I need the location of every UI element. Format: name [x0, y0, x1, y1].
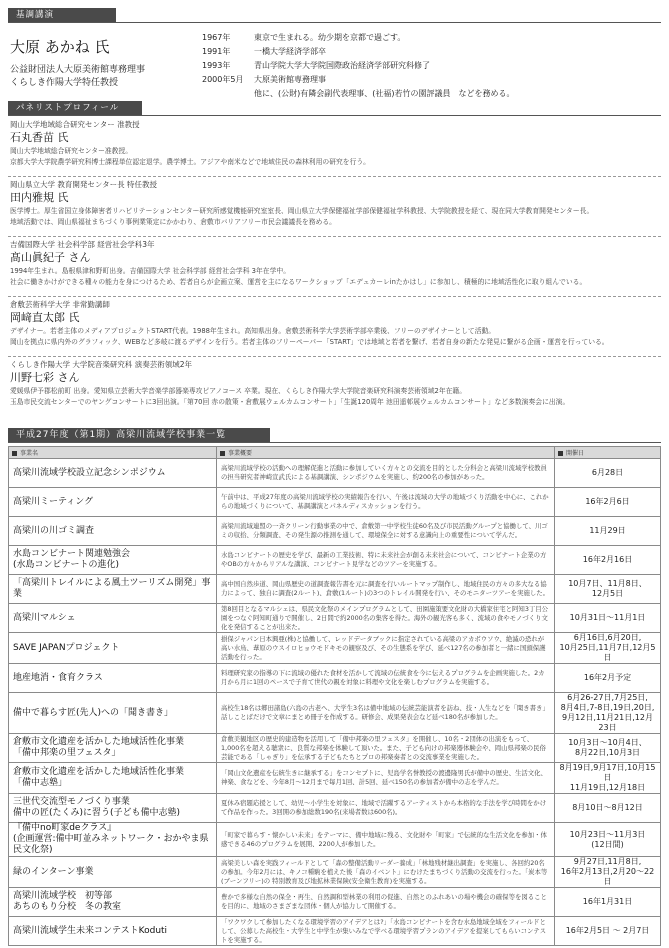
event-name [9, 763, 217, 794]
event-date: 10月31日～11月1日 [555, 604, 661, 633]
bio-line [202, 45, 662, 59]
event-date: 10月23日～11月3日 (12日間) [555, 823, 661, 857]
table-row [9, 917, 661, 946]
table-row [9, 459, 661, 488]
panelist-title: くらしき作陽大学 大学院音楽研究科 演奏芸術領域2年 [10, 360, 193, 369]
bio-line [202, 59, 662, 73]
column-header-name: 事業名 [9, 447, 217, 459]
event-name [9, 794, 217, 823]
event-name [9, 917, 217, 946]
event-date: 16年2月5日 ～ 2月7日 [555, 917, 661, 946]
panelist-1 [10, 120, 660, 168]
panelist-2 [10, 180, 660, 228]
table-row [9, 857, 661, 888]
square-bullet-icon [220, 451, 225, 456]
event-name [9, 517, 217, 546]
event-description: 高梁川流域連盟の一斉クリーン行動事業の中で、倉敷第一中学校生徒60名及び市民活動グループと協働して、川ゴミの収拾、分類調査、その発生源の推測を通して、環境保全に対する意識向上の重要性について学んだ。 [217, 517, 555, 546]
event-name-line: 「備中邦楽の里フェスタ」 [13, 748, 121, 758]
events-table-body [9, 459, 661, 946]
square-bullet-icon [558, 451, 563, 456]
event-date: 9月27日,11月8日, 16年2月13日,2月20～22日 [555, 857, 661, 888]
events-table [8, 446, 661, 946]
column-header-date: 開催日 [555, 447, 661, 459]
event-name-line: 備中で暮らす匠(先人)への「聞き書き」 [13, 707, 174, 718]
panelist-name: 石丸香苗 氏 [10, 131, 69, 144]
event-date: 6月26-27日,7月25日, 8月4日,7-8日,19日,20日, 9月12日,11月21日,12月23日 [555, 693, 661, 734]
table-row [9, 823, 661, 857]
event-name-line: (水島コンビナートの進化) [13, 560, 120, 570]
table-row [9, 794, 661, 823]
event-name-line: 「備中志塾」 [13, 778, 68, 788]
panelist-title: 倉敷芸術科学大学 非常勤講師 [10, 300, 110, 309]
panelist-4 [10, 300, 660, 348]
event-date: 10月3日～10月4日、 8月22日,10月3日 [555, 734, 661, 763]
event-description: 高中国自然歩道、岡山県歴史の道調査報告書を元に調査を行いルートマップ制作し、地域住民の方々の多大なる協力によって、独自に調査(2ルート)、倉敷(1ルート)の3つのトレイル開発を行い、そのモニターツアーを実施した。 [217, 575, 555, 604]
panelist-name: 岡﨑直太郎 氏 [10, 311, 80, 324]
bio-text: 大原美術館専務理事 [254, 75, 326, 84]
panelist-desc-line: 岡山大学地域総合研究センター准教授。 [10, 147, 133, 155]
event-date: 8月10日～8月12日 [555, 794, 661, 823]
event-description: 倉敷美観地区の歴史的建造物を活用して「備中邦楽の里フェスタ」を開催し、10名・2団体の出演をもって、1,000名を超える聴衆に、良質な邦楽を体験して頂いた。また、子ども向けの邦楽器体験会や、岡山県邦楽の民俗芸能である「しゃぎり」を伝承する子どもたちとプロの邦楽奏者との交流事業を実施した。 [217, 734, 555, 763]
event-description: 第8回目となるマルシェは、県民文化祭のメインプログラムとして、田園施策要文化財の大橋家住宅と阿知3丁目公園をつなぐ阿知町通りで開催し、2日間で約2000名の集客を得た。海外の観光客も多く、流域の食やモノづくり文化を発信することが出来た。 [217, 604, 555, 633]
keynote-rule [8, 22, 661, 23]
event-date: 16年2月16日 [555, 546, 661, 575]
panelist-title: 岡山大学地域総合研究センター 准教授 [10, 120, 140, 129]
event-date: 16年2月予定 [555, 664, 661, 693]
event-description: 高校生18名は郷田諸島(六島の古老へ、大学生3名は備中地域の伝統芸能演者を訪ね、技・人生などを「聞き書き」話しことばだけで文章にまとめ冊子を作成する。研修会、成果発表会など延べ180名が参加した。 [217, 693, 555, 734]
event-name-line: 倉敷市文化遺産を活かした地域活性化事業 [13, 737, 185, 747]
keynote-speaker-name: 大原 あかね 氏 [10, 38, 110, 56]
event-name-line: 高梁川流域学生未来コンテストKoduti [13, 925, 168, 936]
panelist-name: 田内雅規 氏 [10, 191, 69, 204]
bio-text: 他に、(公財)有隣会副代表理事、(社福)若竹の園評議員 などを務める。 [254, 89, 515, 98]
event-description: 「ワクワクして参加したくなる環境学習のアイデアとは?」「水島コンビナートを含む水島地域全域をフィールドとして、公募した高校生・大学生と中学生が集いみなで学べる環境学習プランのアイデアを提案してもらいコンテストを実施する。 [217, 917, 555, 946]
panelist-desc-line: 社会に働きかけができる種々の能力を身につけるため、若者自らが企画立案、運営を主になるワークショップ「エデュカーレinたかはし」に参加し、積極的に地域活性化に取り組んでいる。 [10, 278, 587, 286]
table-row [9, 763, 661, 794]
table-row [9, 517, 661, 546]
bio-text: 一橋大学経済学部卒 [254, 47, 326, 56]
bio-text: 青山学院大学大学院国際政治経済学部研究科修了 [254, 61, 430, 70]
bio-year: 1993年 [202, 61, 231, 70]
keynote-affiliation-line: くらしき作陽大学特任教授 [10, 78, 119, 88]
event-name [9, 575, 217, 604]
event-description: 損保ジャパン日本興亜(株)と協働して、レッドデータブックに指定されている高梁のアカボウソウ、絶滅の恐れが高い水鳥、葦原のウスイロヒョウモドキモの観察及び、その生態系を学び、延べ127名の参加者と一緒に国頭保護活動を行った。 [217, 633, 555, 664]
panelist-description [10, 146, 660, 168]
panelist-5 [10, 360, 660, 408]
event-name-line: あちのもり分校 冬の教室 [13, 902, 122, 912]
table-row [9, 664, 661, 693]
panelist-name: 川野七彩 さん [10, 371, 80, 384]
event-description: 午前中は、平成27年度の高梁川流域学校の実績報告を行い、午後は流域の大学の地域づくり活動を中心に、これからの地域づくりについて、基調講演とパネルディスカッションを行う。 [217, 488, 555, 517]
event-description: 「町家で暮らす・懐かしい未来」をテーマに、備中地域に残る、文化財や「町家」で伝統的な生活文化を参加・体感できる46のプログラムを展開、2200人が参加した。 [217, 823, 555, 857]
event-description: 「岡山文化遺産を伝統生きに継承する」をコンセプトに、児島学名誉教授の渡邊隆男氏が備中の歴史、生活文化、神楽、食などを、今年8月～12月まで毎月1回、計5回、延べ150名の参加者が備中の志を学んだ。 [217, 763, 555, 794]
event-name-line: 高梁川の川ゴミ調査 [13, 525, 95, 536]
event-name-line: 高梁川流域学校設立記念シンポジウム [13, 467, 166, 478]
panelist-desc-line: 地域活動では、岡山県福祉まちづくり事例業策定にかかわり、倉敷市バリアフリー市民会議議長を務める。 [10, 218, 336, 226]
panelist-desc-line: 玉島市民交流センターでのヤングコンサートに3回出演。「第70回 赤の散策・倉敷展ウェルカムコンサート」「生誕120周年 池田遥邨展ウェルカムコンサート」など多数演奏会に出演。 [10, 398, 570, 406]
separator [8, 176, 661, 177]
event-name [9, 459, 217, 488]
event-description: 料理研究家の指導の下に流域の優れた食材を活かして流域の伝統食を今に伝えるプログラムを企画実施した。2カ月から月に1回のペースで子育て世代の親を対象に料理や文化を楽しむプログラムを実施する。 [217, 664, 555, 693]
keynote-heading: 基調講演 [8, 8, 116, 22]
event-name-line: 三世代交流型モノづくり事業 [13, 797, 130, 807]
table-row [9, 575, 661, 604]
event-date: 16年1月31日 [555, 888, 661, 917]
event-name [9, 888, 217, 917]
event-name [9, 633, 217, 664]
keynote-affiliation-line: 公益財団法人大原美術館専務理事 [10, 65, 146, 75]
events-heading: 平成27年度（第1期）高梁川流域学校事業一覧 [8, 428, 270, 442]
panelist-desc-line: デザイナー。若者主体のメディアプロジェクトSTART代表。1988年生まれ。高知県出身。倉敷芸術科学大学芸術学部卒業後、フリーのデザイナーとして活動。 [10, 327, 496, 335]
table-row [9, 488, 661, 517]
panelist-description [10, 206, 660, 228]
separator [8, 296, 661, 297]
panelist-name: 髙山眞紀子 さん [10, 251, 91, 264]
table-row [9, 888, 661, 917]
bio-line [202, 73, 662, 87]
event-name-line: SAVE JAPANプロジェクト [13, 642, 120, 653]
panelist-title: 吉備国際大学 社会科学部 経営社会学科3年 [10, 240, 155, 249]
event-date: 11月29日 [555, 517, 661, 546]
keynote-bio [202, 31, 662, 101]
event-name [9, 604, 217, 633]
panelist-rule [8, 115, 661, 116]
panelist-desc-line: 愛媛県伊予郡松前町 出身。愛知県立芸術大学音楽学部器楽専攻ピアノコース 卒業。現在、くらしき作陽大学大学院音楽研究科演奏芸術領域2年在籍。 [10, 387, 467, 395]
event-date: 8月19日,9月17日,10月15日 11月19日,12月18日 [555, 763, 661, 794]
panelist-title: 岡山県立大学 教育開発センター長 特任教授 [10, 180, 157, 189]
event-description: 夏休み宿題応援として、幼児～小学生を対象に、地域で活躍するアーティストから本格的な手法を学び時間をかけて作品を作った。3回開の参加総数190名(来場者数は600名)。 [217, 794, 555, 823]
event-name [9, 693, 217, 734]
panelist-desc-line: 医学博士。厚生省国立身体障害者リハビリテーションセンター研究所感覚機能研究室室長、岡山県立大学保健福祉学部保健福祉学科教授、大学院教授を経て、現在同大学教育開発センター長。 [10, 207, 594, 215]
event-name-line: 備中の匠(たくみ)に習う(子ども備中志塾) [13, 808, 181, 818]
event-name-line: 水島コンビナート関連勉強会 [13, 549, 131, 559]
bio-line [202, 31, 662, 45]
column-header-desc: 事業概要 [217, 447, 555, 459]
event-name-line: (企画運営:備中町並みネットワーク・おかやま県民文化祭) [13, 834, 209, 855]
panelist-desc-line: 京都大学大学院農学研究科博士課程単位認定退学。農学博士。アジアや南米などで地域住民の森林利用の研究を行う。 [10, 158, 370, 166]
keynote-affiliation [10, 64, 190, 90]
table-row [9, 633, 661, 664]
panelist-description [10, 326, 660, 348]
event-name [9, 823, 217, 857]
event-description: 高梁美しい森を実践フィールドとして「森の整備活動リーダー養成」「林地残材継出調査」を実施し、各回約20名の参加。今年2月には、キノコ種駒を植えた後「森のイベント」にむけたまちづくり活動の交流を行った。「炭本等(ブーンフリー)の 特別教育及び地拡林業保険(安全衛生教育)を実施する。 [217, 857, 555, 888]
bio-year: 1967年 [202, 33, 231, 42]
panelist-description [10, 386, 660, 408]
event-name [9, 734, 217, 763]
bio-year: 1991年 [202, 47, 231, 56]
panelist-description [10, 266, 660, 288]
event-name [9, 488, 217, 517]
square-bullet-icon [12, 451, 17, 456]
event-name [9, 857, 217, 888]
separator [8, 356, 661, 357]
event-name-line: 高梁川流域学校 初等部 [13, 891, 113, 901]
event-name-line: 高梁川マルシェ [13, 612, 76, 623]
event-name-line: 「高梁川トレイルによる風土ツーリズム開発」事業 [13, 578, 211, 599]
event-name-line: 緑のインターン事業 [13, 866, 94, 877]
separator [8, 236, 661, 237]
event-name-line: 地産地消・食育クラス [13, 672, 103, 683]
event-name-line: 倉敷市文化遺産を活かした地域活性化事業 [13, 767, 185, 777]
event-date: 6月16日,6月20日, 10月25日,11月7日,12月5日 [555, 633, 661, 664]
panelist-desc-line: 1994年生まれ。島根県津和野町出身。吉備国際大学 社会科学部 経営社会学科 3年在学中。 [10, 267, 290, 275]
events-rule [8, 442, 661, 443]
bio-year: 2000年5月 [202, 75, 244, 84]
table-header-row [9, 447, 661, 459]
panelist-heading: パネリストプロフィール [8, 101, 142, 115]
event-date: 6月28日 [555, 459, 661, 488]
event-name-line: 高梁川ミーティング [13, 496, 94, 507]
event-name-line: 『備中no町家deクラス』 [13, 823, 117, 833]
panelist-desc-line: 岡山を拠点に県内外のグラフィック、WEBなど多岐に渡るデザインを行う。若者主体のフリーペーパー「START」では地域と若者を繋げ、若者自身の新たな発見に繋がる企画・運営を行っている。 [10, 338, 609, 346]
bio-text: 東京で生まれる。幼少期を京都で過ごす。 [254, 33, 406, 42]
panelist-3 [10, 240, 660, 288]
table-row [9, 734, 661, 763]
bio-line [202, 87, 662, 101]
table-row [9, 693, 661, 734]
event-description: 高梁川流域学校の活動への理解促進と活動に参加していく方々との交流を目的とした分科会と高梁川流域学校教員の担当研究者神崎宣武氏による基調講演、シンポジウムを実施し、約200名の参加があった。 [217, 459, 555, 488]
event-date: 16年2月6日 [555, 488, 661, 517]
event-name [9, 546, 217, 575]
event-name [9, 664, 217, 693]
event-description: 水島コンビナートの歴史を学び、最新の工業技術、特に未来社会が創る未来社会について、コンビナート企業の方やOBの方々からリアルな講演、コンビナート見学などのツアーを実施する。 [217, 546, 555, 575]
event-date: 10月7日、11月8日、 12月5日 [555, 575, 661, 604]
table-row [9, 546, 661, 575]
event-description: 豊かで多様な自然の保全・再生、自然調和型林業の利用の促進、自然とのふれあいの場や機会の確保等を図ることを目的に、地域のさまざまな団体・個人が協力して開催する。 [217, 888, 555, 917]
table-row [9, 604, 661, 633]
